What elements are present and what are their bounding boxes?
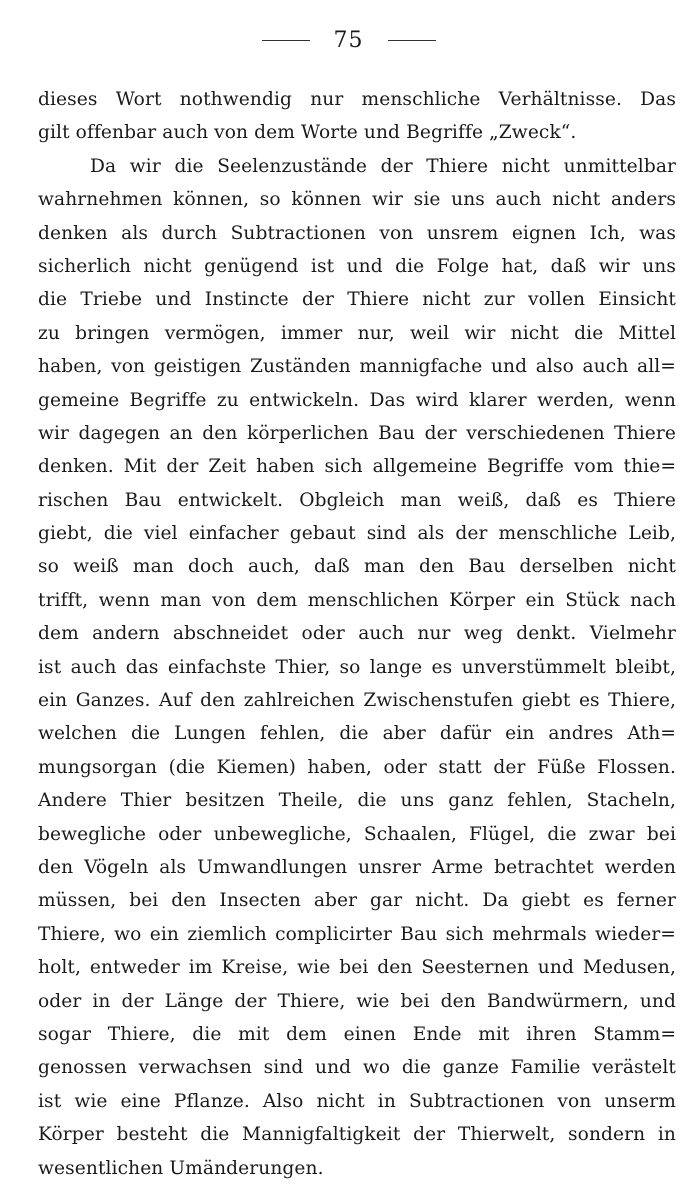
page-header: [0, 22, 697, 58]
text-line: ein Ganzes. Auf den zahlreichen Zwischenstufen giebt es Thiere,: [38, 690, 676, 712]
text-line: oder in der Länge der Thiere, wie bei den Bandwürmern, und: [38, 990, 676, 1012]
header-rule-left: [262, 40, 310, 41]
text-line: ist wie eine Pflanze. Also nicht in Subtractionen von unserm: [38, 1090, 676, 1112]
text-line: sicherlich nicht genügend ist und die Folge hat, daß wir uns: [38, 255, 676, 277]
text-line: dieses Wort nothwendig nur menschliche Verhältnisse. Das: [38, 89, 676, 110]
text-line: holt, entweder im Kreise, wie bei den Seesternen und Medusen,: [38, 957, 676, 979]
text-line: genossen verwachsen sind und wo die ganze Familie verästelt: [38, 1057, 676, 1079]
text-line: die Triebe und Instincte der Thiere nicht zur vollen Einsicht: [38, 289, 676, 311]
header-rule-right: [388, 40, 436, 41]
text-line: rischen Bau entwickelt. Obgleich man weiß, daß es Thiere: [38, 489, 676, 511]
text-line: Da wir die Seelenzustände der Thiere nicht unmittelbar: [90, 155, 676, 177]
text-line: mungsorgan (die Kiemen) haben, oder statt der Füße Flossen.: [38, 756, 676, 778]
text-line: trifft, wenn man von dem menschlichen Körper ein Stück nach: [38, 589, 676, 611]
text-line: müssen, bei den Insecten aber gar nicht. Da giebt es ferner: [38, 890, 676, 912]
text-line: Thiere, wo ein ziemlich complicirter Bau sich mehrmals wieder=: [38, 923, 676, 945]
text-line: den Vögeln als Umwandlungen unsrer Arme betrachtet werden: [38, 856, 676, 878]
text-line: Andere Thier besitzen Theile, die uns ganz fehlen, Stacheln,: [38, 790, 676, 812]
text-line: gilt offenbar auch von dem Worte und Begriffe „Zweck“.: [38, 122, 577, 144]
text-line: gemeine Begriffe zu entwickeln. Das wird klarer werden, wenn: [38, 389, 676, 411]
text-line: ist auch das einfachste Thier, so lange es unverstümmelt bleibt,: [38, 656, 676, 678]
text-line: wir dagegen an den körperlichen Bau der verschiedenen Thiere: [38, 422, 676, 444]
text-line: denken. Mit der Zeit haben sich allgemeine Begriffe vom thie=: [38, 456, 676, 478]
text-line: wahrnehmen können, so können wir sie uns auch nicht anders: [38, 189, 676, 211]
text-line: so weiß man doch auch, daß man den Bau derselben nicht: [38, 556, 676, 578]
text-line: zu bringen vermögen, immer nur, weil wir nicht die Mittel: [38, 322, 676, 344]
text-line: sogar Thiere, die mit dem einen Ende mit ihren Stamm=: [38, 1023, 676, 1045]
text-line: welchen die Lungen fehlen, die aber dafür ein andres Ath=: [38, 723, 676, 745]
text-line: Körper besteht die Mannigfaltigkeit der Thierwelt, sondern in: [38, 1124, 676, 1146]
text-line: bewegliche oder unbewegliche, Schaalen, Flügel, die zwar bei: [38, 823, 676, 845]
text-line: wesentlichen Umänderungen.: [38, 1157, 324, 1179]
page-number: 75: [333, 27, 364, 53]
text-line: denken als durch Subtractionen von unsrem eignen Ich, was: [38, 222, 676, 244]
text-line: dem andern abschneidet oder auch nur weg denkt. Vielmehr: [38, 623, 676, 645]
text-line: giebt, die viel einfacher gebaut sind als der menschliche Leib,: [38, 523, 676, 545]
body-text: [38, 83, 676, 1185]
text-line: haben, von geistigen Zuständen mannigfache und also auch all=: [38, 356, 676, 378]
